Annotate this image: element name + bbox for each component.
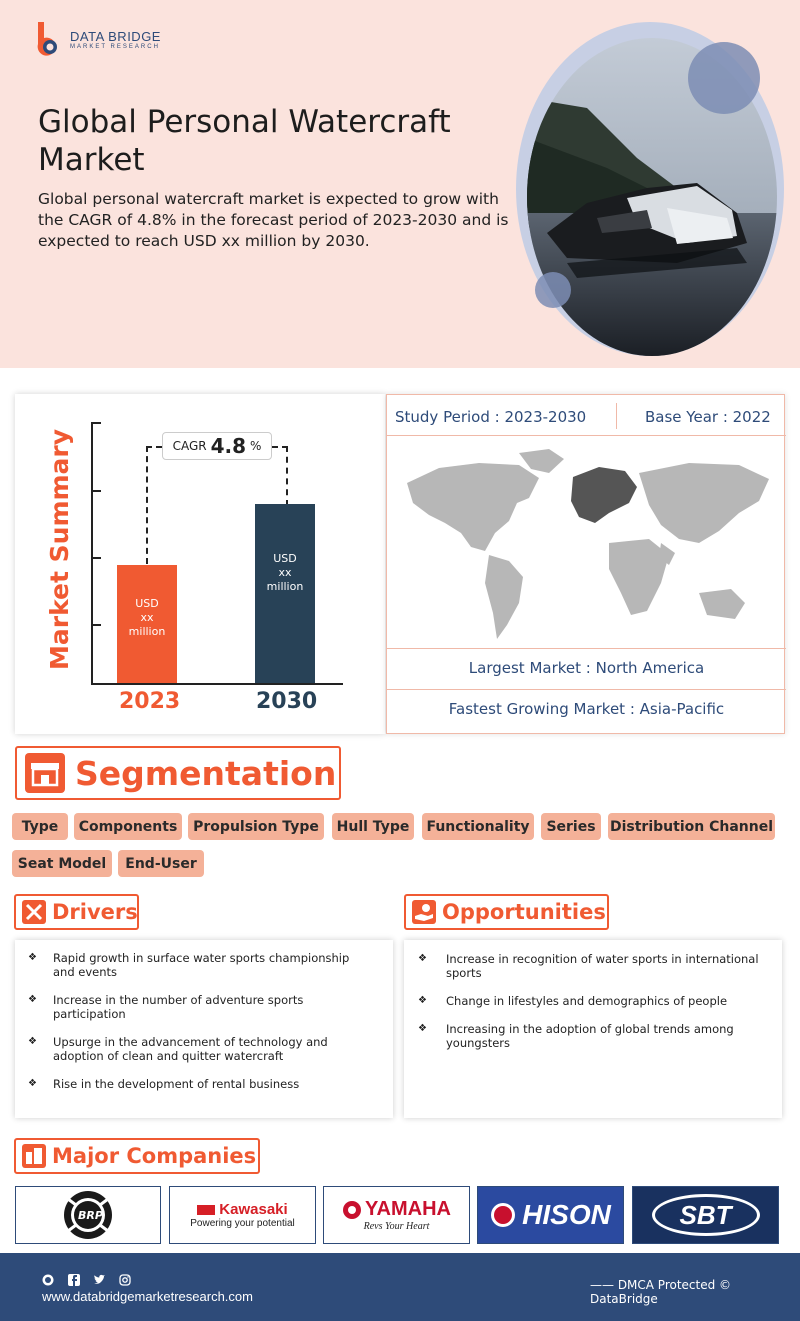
- decorative-circle-large: [688, 42, 760, 114]
- company-logo-kawasaki[interactable]: [169, 1186, 316, 1244]
- cagr-value: 4.8: [210, 434, 247, 458]
- segmentation-title: Segmentation: [75, 753, 337, 793]
- driver-item: [53, 993, 383, 1021]
- world-map-icon: [399, 443, 774, 643]
- segment-chip[interactable]: End-User: [118, 850, 204, 877]
- driver-line: Rise in the development of rental business: [53, 1077, 300, 1091]
- segment-chip[interactable]: Functionality: [422, 813, 534, 840]
- bar-2030-line2: xx: [278, 566, 292, 579]
- kawasaki-name: Kawasaki: [219, 1201, 288, 1218]
- market-summary-title: Market Summary: [45, 428, 74, 670]
- opportunity-item: [446, 994, 776, 1008]
- year-2030-label: 2030: [256, 689, 318, 714]
- page-title: Global Personal Watercraft Market: [38, 104, 451, 178]
- bullet-icon: ❖: [28, 1036, 37, 1047]
- yamaha-tuning-fork-icon: [342, 1200, 362, 1220]
- brand-name: DATA BRIDGE: [70, 28, 161, 44]
- segment-chip[interactable]: Distribution Channel: [608, 813, 775, 840]
- opportunities-header: [404, 894, 609, 930]
- bar-2023-line1: USD: [135, 597, 159, 610]
- twitter-icon[interactable]: [93, 1271, 105, 1283]
- opportunity-item: [446, 1022, 776, 1050]
- opportunity-line: Change in lifestyles and demographics of people: [446, 994, 728, 1008]
- store-icon: [25, 753, 65, 793]
- hison-name: HISON: [522, 1199, 611, 1230]
- sbt-name: SBT: [679, 1199, 732, 1230]
- drivers-title: Drivers: [52, 900, 138, 924]
- yamaha-name: YAMAHA: [365, 1198, 451, 1220]
- bar-2030-line3: million: [266, 580, 304, 593]
- company-logo-sbt[interactable]: [632, 1186, 779, 1244]
- companies-header: [14, 1138, 260, 1174]
- opportunity-line: Increasing in the adoption of global trends among: [446, 1022, 734, 1036]
- opportunity-line: sports: [446, 966, 482, 980]
- driver-line: Rapid growth in surface water sports championship: [53, 951, 350, 965]
- drivers-header: [14, 894, 139, 930]
- bar-2030-line1: USD: [273, 552, 297, 565]
- cagr-connector-h-right: [272, 446, 288, 448]
- opportunity-line: youngsters: [446, 1036, 511, 1050]
- bar-2023-line2: xx: [140, 611, 154, 624]
- driver-line: and events: [53, 965, 118, 979]
- website-link[interactable]: www.databridgemarketresearch.com: [42, 1289, 253, 1304]
- opportunity-item: [446, 952, 776, 980]
- bullet-icon: ❖: [418, 953, 427, 964]
- kawasaki-tagline: Powering your potential: [190, 1218, 295, 1229]
- driver-item: [53, 1035, 383, 1063]
- chart-tick: [91, 490, 101, 492]
- driver-line: adoption of clean and quitter watercraft: [53, 1049, 284, 1063]
- divider-top: [387, 435, 786, 436]
- chart-x-axis: [91, 683, 343, 685]
- base-year: Base Year : 2022: [645, 408, 771, 426]
- kawasaki-mark-icon: [197, 1205, 215, 1215]
- divider-mid2: [387, 689, 786, 690]
- opportunity-line: Increase in recognition of water sports in international: [446, 952, 759, 966]
- bar-2030: [255, 504, 315, 683]
- study-period: Study Period : 2023-2030: [395, 408, 587, 426]
- header-divider: [616, 403, 617, 429]
- brp-name: BRP: [78, 1209, 103, 1222]
- driver-item: [53, 951, 383, 979]
- company-logo-yamaha[interactable]: [323, 1186, 470, 1244]
- segment-chip[interactable]: Propulsion Type: [188, 813, 324, 840]
- fastest-growing-market: Fastest Growing Market : Asia-Pacific: [448, 700, 725, 718]
- company-logo-brp[interactable]: [15, 1186, 161, 1244]
- bar-2023-line3: million: [128, 625, 166, 638]
- segment-chip[interactable]: Seat Model: [12, 850, 112, 877]
- buildings-icon: [22, 1144, 46, 1168]
- cagr-connector-right: [286, 446, 288, 506]
- driver-line: Increase in the number of adventure sports: [53, 993, 304, 1007]
- chart-y-axis: [91, 422, 93, 685]
- segment-chip[interactable]: Hull Type: [332, 813, 414, 840]
- cagr-connector-left: [146, 446, 148, 564]
- segment-chip[interactable]: Components: [74, 813, 182, 840]
- bullet-icon: ❖: [418, 1023, 427, 1034]
- divider-mid1: [387, 648, 786, 649]
- bullet-icon: ❖: [28, 952, 37, 963]
- decorative-circle-small: [535, 272, 571, 308]
- driver-line: Upsurge in the advancement of technology and: [53, 1035, 328, 1049]
- largest-market: Largest Market : North America: [468, 659, 705, 677]
- companies-title: Major Companies: [52, 1144, 257, 1168]
- chart-tick: [91, 624, 101, 626]
- dmca-notice: —— DMCA Protected © DataBridge: [590, 1278, 732, 1306]
- segmentation-header: [15, 746, 341, 800]
- segment-chip[interactable]: Series: [541, 813, 601, 840]
- sbt-oval-icon: [652, 1194, 760, 1236]
- driver-line: participation: [53, 1007, 126, 1021]
- driver-item: [53, 1077, 383, 1091]
- brand-logo[interactable]: [34, 20, 161, 58]
- company-logo-hison[interactable]: [477, 1186, 624, 1244]
- cagr-unit: %: [250, 439, 262, 453]
- cagr-badge: [162, 432, 272, 460]
- bullet-icon: ❖: [28, 1078, 37, 1089]
- market-info-card: [386, 394, 785, 734]
- instagram-icon[interactable]: [119, 1271, 131, 1283]
- year-2023-label: 2023: [119, 689, 181, 714]
- hison-emblem-icon: [490, 1202, 516, 1228]
- chart-tick: [91, 557, 101, 559]
- bullet-icon: ❖: [418, 995, 427, 1006]
- opportunities-title: Opportunities: [442, 900, 606, 924]
- segment-chip[interactable]: Type: [12, 813, 68, 840]
- cagr-label: CAGR: [172, 439, 207, 453]
- hand-coin-icon: [412, 900, 436, 924]
- cagr-connector-h-left: [146, 446, 162, 448]
- facebook-icon[interactable]: [68, 1271, 80, 1283]
- whatsapp-icon[interactable]: [42, 1271, 54, 1283]
- bar-2023: [117, 565, 177, 683]
- page-subtitle: Global personal watercraft market is expected to grow with the CAGR of 4.8% in the forecast period of 2023-2030 and is expected to reach USD xx million by 2030.: [38, 190, 509, 250]
- brand-tagline: MARKET RESEARCH: [70, 43, 160, 50]
- logo-mark-icon: [34, 20, 66, 58]
- tools-icon: [22, 900, 46, 924]
- yamaha-tagline: Revs Your Heart: [363, 1221, 430, 1232]
- chart-tick: [91, 422, 101, 424]
- bullet-icon: ❖: [28, 994, 37, 1005]
